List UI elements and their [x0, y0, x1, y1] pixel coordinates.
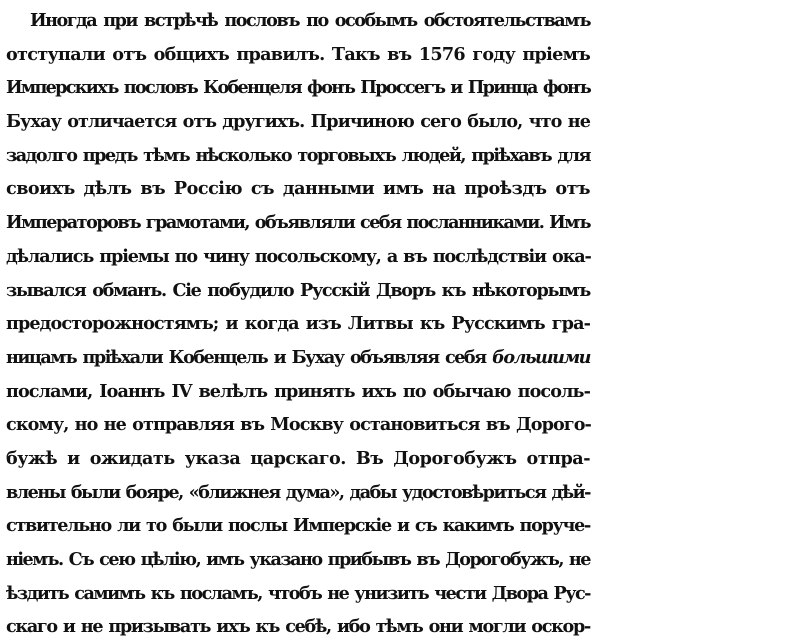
text-line-10: предосторожностямъ; и когда изъ Литвы къ Русскимъ гра-: [6, 313, 590, 335]
text-line-11-container: [6, 341, 590, 375]
text-line-16: ствительно ли то были послы Имперскіе и съ какимъ поруче-: [6, 515, 590, 537]
text-line-17: ніемъ. Съ сею цѣлію, имъ указано прибывъ въ Дорогобужъ, не: [6, 549, 590, 570]
text-line-7: Императоровъ грамотами, объявляли себя посланниками. Имъ: [6, 212, 590, 234]
text-line-4: Бухау отличается отъ другихъ. Причиною сего было, что не: [6, 111, 590, 133]
text-line-11: ницамъ пріѣхали Кобенцель и Бухау объявляя себя: [6, 346, 486, 368]
italic-emphasis: большими: [492, 346, 590, 368]
text-line-9: зывался обманъ. Сіе побудило Русскій Дворъ къ нѣкоторымъ: [6, 279, 590, 301]
text-line-13: скому, но не отправляя въ Москву остановиться въ Дорого-: [6, 414, 591, 436]
text-line-2: отступали отъ общихъ правилъ. Такъ въ 1576 году пріемъ: [6, 43, 590, 65]
text-line-1: Иногда при встрѣчѣ пословъ по особымъ обстоятельствамъ: [30, 10, 590, 31]
text-line-12: послами, Іоаннъ IV велѣлъ принять ихъ по обычаю посоль-: [6, 380, 590, 402]
text-line-6: своихъ дѣлъ въ Россію съ данными имъ на проѣздъ отъ: [6, 178, 590, 200]
text-line-18: ѣздить самимъ къ посламъ, чтобъ не унизить чести Двора Рус-: [6, 582, 590, 604]
document-text: [6, 4, 590, 644]
text-line-3: Имперскихъ пословъ Кобенцеля фонъ Проссегъ и Принца фонъ: [6, 77, 590, 99]
text-line-19: скаго и не призывать ихъ къ себѣ, ибо тѣмъ они могли оскор-: [6, 616, 590, 638]
text-line-5: задолго предъ тѣмъ нѣсколько торговыхъ людей, пріѣхавъ для: [6, 144, 590, 166]
text-line-15: влены были бояре, «ближнея дума», дабы удостовѣриться дѣй-: [6, 481, 590, 503]
text-line-8: дѣлались пріемы по чину посольскому, а въ послѣдствіи ока-: [6, 245, 591, 267]
text-line-14: бужѣ и ожидать указа царскаго. Въ Дорогобужъ отпра-: [6, 447, 590, 469]
